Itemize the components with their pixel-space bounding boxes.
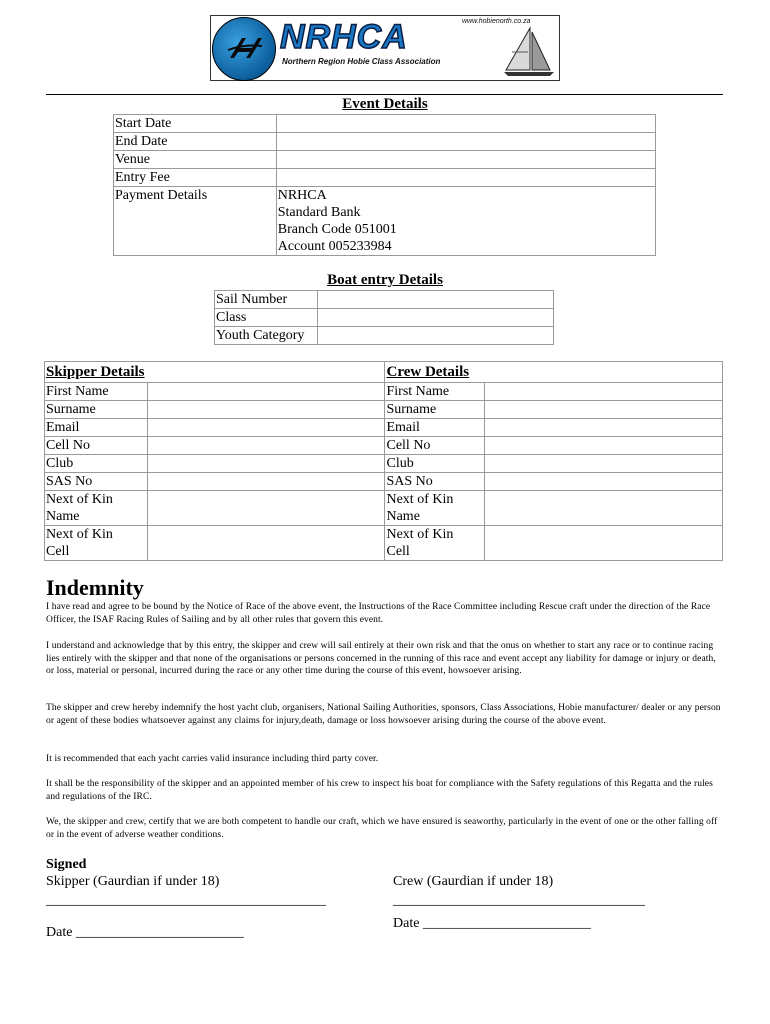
skipper-kin-name-label (45, 491, 148, 526)
crew-kin-cell-field[interactable] (485, 526, 723, 561)
label-line: Name (386, 509, 420, 524)
skipper-sas-field[interactable] (147, 473, 385, 491)
payment-details-label: Payment Details (114, 187, 277, 256)
venue-field[interactable] (276, 151, 655, 169)
header-rule (46, 94, 723, 95)
table-row (45, 491, 723, 526)
table-row (45, 437, 723, 455)
end-date-field[interactable] (276, 133, 655, 151)
indemnity-paragraph: I have read and agree to be bound by the Notice of Race of the above event, the Instructions of the Race Committee including Rescue craft under the direction of the Race Officer, the ISAF Racing Rules of Sailing and by all other rules that govern this event. (46, 602, 711, 625)
payment-line: Standard Bank (277, 205, 361, 220)
crew-signature-label: Crew (Gaurdian if under 18) (393, 874, 554, 889)
crew-signature-line[interactable]: ____________________________________ (393, 893, 645, 908)
event-details-heading: Event Details (342, 96, 428, 112)
sail-number-label: Sail Number (215, 291, 318, 309)
end-date-label: End Date (114, 133, 277, 151)
crew-first-name-field[interactable] (485, 383, 723, 401)
skipper-first-name-field[interactable] (147, 383, 385, 401)
signed-heading: Signed (46, 857, 87, 872)
skipper-club-label: Club (45, 455, 148, 473)
youth-category-field[interactable] (317, 327, 553, 345)
indemnity-paragraph: It shall be the responsibility of the skipper and an appointed member of his crew to inspect his boat for compliance with the Safety regulations of this Regatta and the rules and regulations of the IRC. (46, 779, 713, 802)
start-date-field[interactable] (276, 115, 655, 133)
table-row (215, 291, 554, 309)
label-line: Name (46, 509, 80, 524)
label-line: Cell (386, 544, 410, 559)
skipper-crew-table (44, 361, 723, 561)
crew-surname-label: Surname (385, 401, 485, 419)
crew-first-name-label: First Name (385, 383, 485, 401)
skipper-cell-label: Cell No (45, 437, 148, 455)
entry-fee-label: Entry Fee (114, 169, 277, 187)
crew-details-heading: Crew Details (385, 362, 723, 383)
table-row (114, 115, 656, 133)
crew-cell-label: Cell No (385, 437, 485, 455)
table-row (215, 309, 554, 327)
table-row (215, 327, 554, 345)
crew-club-field[interactable] (485, 455, 723, 473)
table-row (45, 473, 723, 491)
label-line: Cell (46, 544, 70, 559)
crew-surname-field[interactable] (485, 401, 723, 419)
class-field[interactable] (317, 309, 553, 327)
skipper-sas-label: SAS No (45, 473, 148, 491)
skipper-email-label: Email (45, 419, 148, 437)
event-details-table (113, 114, 656, 256)
skipper-signature-label: Skipper (Gaurdian if under 18) (46, 874, 220, 889)
venue-label: Venue (114, 151, 277, 169)
table-row (114, 133, 656, 151)
label-line: Next of Kin (46, 492, 113, 507)
table-row (114, 187, 656, 256)
table-row (114, 151, 656, 169)
crew-club-label: Club (385, 455, 485, 473)
logo-text: NRHCA (280, 18, 408, 56)
skipper-date-field[interactable]: Date ________________________ (46, 925, 244, 940)
skipper-surname-label: Surname (45, 401, 148, 419)
indemnity-paragraph: It is recommended that each yacht carries valid insurance including third party cover. (46, 754, 379, 764)
crew-sas-field[interactable] (485, 473, 723, 491)
crew-kin-name-field[interactable] (485, 491, 723, 526)
table-row (45, 362, 723, 383)
skipper-kin-cell-field[interactable] (147, 526, 385, 561)
table-row (45, 526, 723, 561)
skipper-kin-cell-label (45, 526, 148, 561)
youth-category-label: Youth Category (215, 327, 318, 345)
table-row (45, 401, 723, 419)
skipper-email-field[interactable] (147, 419, 385, 437)
crew-sas-label: SAS No (385, 473, 485, 491)
class-label: Class (215, 309, 318, 327)
payment-details-value (276, 187, 655, 256)
payment-line: NRHCA (277, 188, 327, 203)
label-line: Next of Kin (46, 527, 113, 542)
payment-line: Account 005233984 (277, 239, 392, 254)
crew-email-field[interactable] (485, 419, 723, 437)
start-date-label: Start Date (114, 115, 277, 133)
skipper-signature-line[interactable]: ________________________________________ (46, 893, 326, 908)
logo-url: www.hobienorth.co.za (462, 18, 531, 25)
label-line: Next of Kin (386, 527, 454, 542)
catamaran-sail-icon (500, 26, 556, 78)
table-row (45, 383, 723, 401)
boat-entry-heading: Boat entry Details (327, 272, 443, 288)
indemnity-paragraph: We, the skipper and crew, certify that we are both competent to handle our craft, which we have ensured is seaworthy, particularly in the event of one or the other falling off or in the event of adverse weather conditions. (46, 817, 718, 840)
crew-email-label: Email (385, 419, 485, 437)
skipper-details-heading: Skipper Details (45, 362, 385, 383)
crew-date-field[interactable]: Date ________________________ (393, 916, 591, 931)
table-row (45, 419, 723, 437)
indemnity-paragraph: The skipper and crew hereby indemnify the host yacht club, organisers, National Sailing Authorities, sponsors, Class Associations, Hobie manufacturer/ dealer or any person or agent of these bodies whatsoever against any claims for injury,death, damage or loss howsoever arising during the course of the above event. (46, 703, 721, 726)
logo-subtitle: Northern Region Hobie Class Association (282, 57, 441, 66)
indemnity-paragraph: I understand and acknowledge that by this entry, the skipper and crew will sail entirely at their own risk and that the onus on whether to start any race or to continue racing lies entirely with the skipper and that none of the organisations or persons concerned in the running of this race and event accept any liability for damage or injury or death, or loss, material or personal, incurred during the race or any other time during the course of this event, howsoever arising. (46, 641, 716, 677)
entry-fee-field[interactable] (276, 169, 655, 187)
skipper-club-field[interactable] (147, 455, 385, 473)
skipper-cell-field[interactable] (147, 437, 385, 455)
crew-kin-cell-label (385, 526, 485, 561)
table-row (114, 169, 656, 187)
hobie-h-icon (226, 30, 264, 64)
sail-number-field[interactable] (317, 291, 553, 309)
crew-cell-field[interactable] (485, 437, 723, 455)
crew-kin-name-label (385, 491, 485, 526)
boat-entry-table (214, 290, 554, 345)
skipper-kin-name-field[interactable] (147, 491, 385, 526)
skipper-first-name-label: First Name (45, 383, 148, 401)
indemnity-title: Indemnity (46, 575, 144, 600)
payment-line: Branch Code 051001 (277, 222, 397, 237)
label-line: Next of Kin (386, 492, 454, 507)
table-row (45, 455, 723, 473)
skipper-surname-field[interactable] (147, 401, 385, 419)
